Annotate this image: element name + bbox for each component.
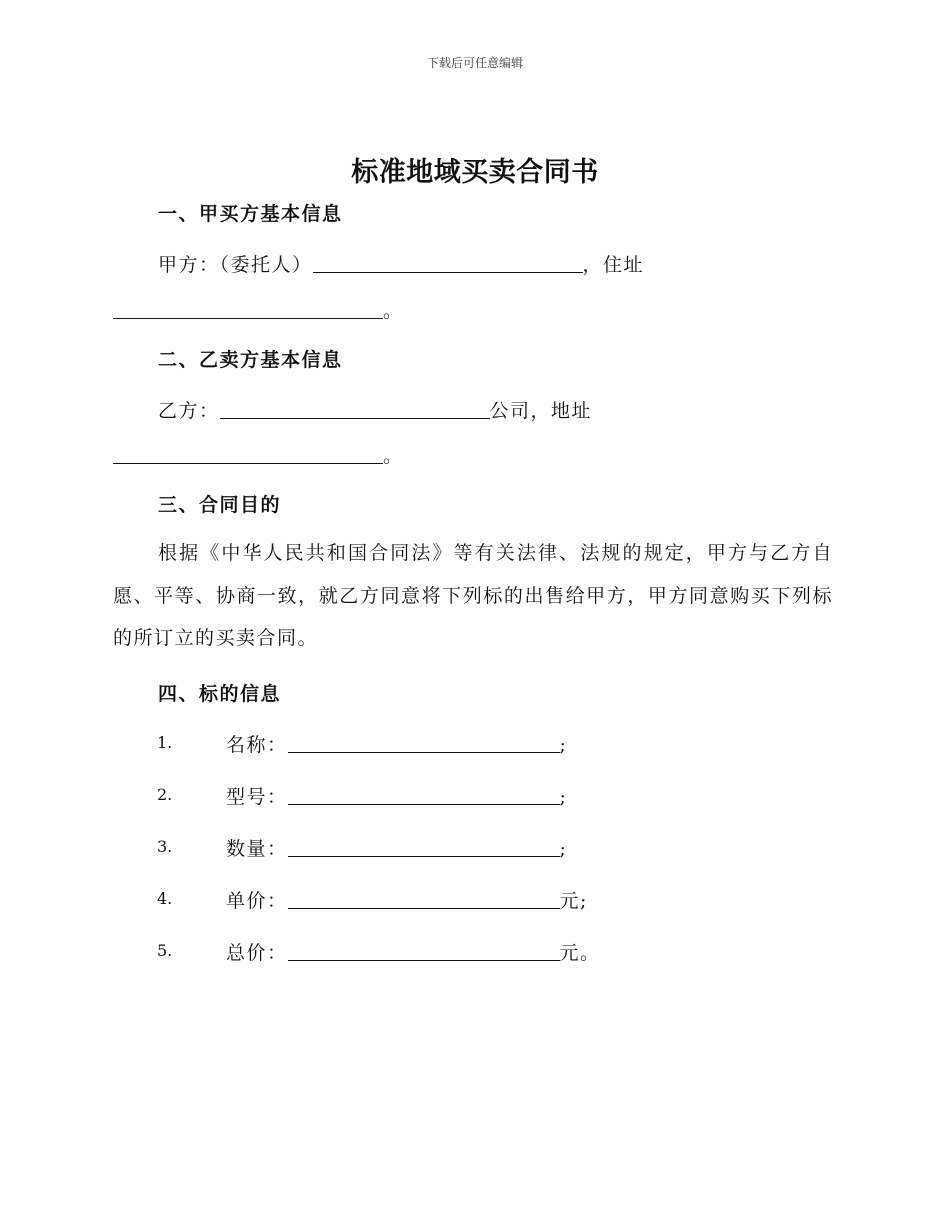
buyer-address-line: [113, 296, 404, 323]
buyer-address-label: ，住址: [582, 254, 645, 276]
section-2-heading: 二、乙卖方基本信息: [158, 349, 343, 371]
seller-address-label: 公司，地址: [489, 400, 593, 422]
item-suffix: 元。: [559, 942, 601, 964]
item-name-blank[interactable]: [288, 751, 560, 753]
item-label: 总价：: [226, 942, 288, 964]
buyer-address-end: 。: [383, 300, 404, 322]
item-number: 1.: [157, 733, 173, 752]
seller-address-line: [113, 441, 404, 468]
document-title: 标准地域买卖合同书: [351, 157, 599, 188]
item-number: 4.: [157, 889, 173, 908]
seller-label: 乙方：: [158, 400, 220, 422]
header-note: 下载后可任意编辑: [426, 56, 523, 70]
buyer-label: 甲方：（委托人）: [158, 254, 313, 276]
item-label: 单价：: [226, 890, 288, 912]
buyer-line: [158, 250, 644, 277]
item-model-line: [226, 782, 567, 809]
item-number: 3.: [157, 837, 173, 856]
item-name-line: [226, 730, 567, 757]
buyer-name-blank[interactable]: [313, 271, 583, 273]
section-1-heading: 一、甲买方基本信息: [158, 203, 343, 225]
section-4-heading: 四、标的信息: [158, 683, 282, 705]
item-model-blank[interactable]: [288, 803, 560, 805]
item-label: 型号：: [226, 786, 288, 808]
item-number: 2.: [157, 785, 173, 804]
item-quantity-line: [226, 834, 567, 861]
item-total-price-blank[interactable]: [288, 959, 560, 961]
item-suffix: ;: [559, 786, 568, 808]
section-3-heading: 三、合同目的: [158, 494, 282, 516]
item-suffix: 元;: [559, 890, 588, 912]
item-number: 5.: [157, 941, 173, 960]
item-quantity-blank[interactable]: [288, 855, 560, 857]
seller-line: [158, 396, 592, 423]
seller-company-blank[interactable]: [220, 417, 490, 419]
item-total-price-line: [226, 938, 601, 965]
item-label: 名称：: [226, 734, 288, 756]
item-unit-price-line: [226, 886, 588, 913]
purpose-paragraph: 根据《中华人民共和国合同法》等有关法律、法规的规定，甲方与乙方自愿、平等、协商一致，就乙方同意将下列标的出售给甲方，甲方同意购买下列标的所订立的买卖合同。: [113, 542, 833, 649]
buyer-address-blank[interactable]: [113, 317, 383, 319]
item-suffix: ;: [559, 734, 568, 756]
seller-address-end: 。: [383, 445, 404, 467]
item-suffix: ;: [559, 838, 568, 860]
item-unit-price-blank[interactable]: [288, 907, 560, 909]
item-label: 数量：: [226, 838, 288, 860]
seller-address-blank[interactable]: [113, 462, 383, 464]
